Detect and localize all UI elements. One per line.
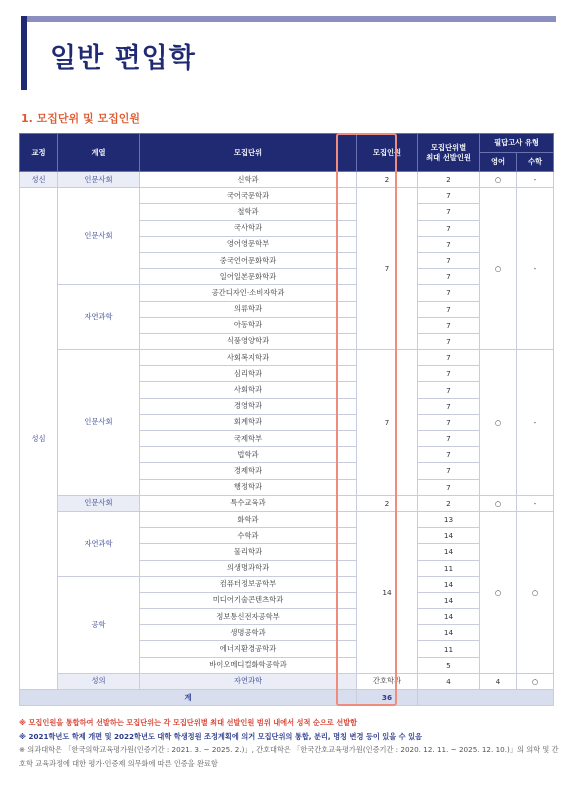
unit-cell: 경영학과 xyxy=(140,398,357,414)
table-row xyxy=(20,350,554,366)
header-top-bar xyxy=(21,16,556,22)
notes xyxy=(19,716,564,770)
max-cell: 2 xyxy=(418,495,480,511)
series-cell: 인문사회 xyxy=(58,495,140,511)
unit-cell: 공간디자인·소비자학과 xyxy=(140,285,357,301)
english-cell: ○ xyxy=(480,172,517,188)
unit-cell: 의생명과학과 xyxy=(140,560,357,576)
max-cell: 7 xyxy=(418,447,480,463)
math-cell: ○ xyxy=(517,511,554,673)
total-row xyxy=(20,690,554,706)
max-cell: 7 xyxy=(418,317,480,333)
total-label: 계 xyxy=(20,690,357,706)
unit-cell: 미디어기술콘텐츠학과 xyxy=(140,592,357,608)
unit-cell: 사회복지학과 xyxy=(140,350,357,366)
quota-cell: 4 xyxy=(418,673,480,689)
max-cell: 14 xyxy=(418,576,480,592)
english-cell: ○ xyxy=(480,511,517,673)
max-cell: 7 xyxy=(418,269,480,285)
unit-cell: 생명공학과 xyxy=(140,625,357,641)
max-cell: 7 xyxy=(418,479,480,495)
max-cell: 11 xyxy=(418,560,480,576)
unit-cell: 컴퓨터정보공학부 xyxy=(140,576,357,592)
section-title: 1. 모집단위 및 모집인원 xyxy=(21,112,140,125)
unit-cell: 화학과 xyxy=(140,511,357,527)
max-cell: 7 xyxy=(418,252,480,268)
unit-cell: 법학과 xyxy=(140,447,357,463)
max-cell: 13 xyxy=(418,511,480,527)
table-row xyxy=(20,172,554,188)
max-cell: 7 xyxy=(418,204,480,220)
math-cell: - xyxy=(517,172,554,188)
series-cell: 인문사회 xyxy=(58,172,140,188)
unit-cell: 중국언어문화학과 xyxy=(140,252,357,268)
quota-cell: 2 xyxy=(357,172,418,188)
max-cell: 7 xyxy=(418,188,480,204)
series-cell: 자연과학 xyxy=(140,673,357,689)
series-cell: 인문사회 xyxy=(58,350,140,496)
max-cell: 14 xyxy=(418,625,480,641)
english-cell: ○ xyxy=(480,188,517,350)
english-cell: ○ xyxy=(517,673,554,689)
page-title: 일반 편입학 xyxy=(50,43,196,74)
note-reorganization: ※ 2021학년도 학제 개편 및 2022학년도 대학 학생정원 조정계획에 의거 모집단위의 통합, 분리, 명칭 변경 등이 있을 수 있음 xyxy=(19,731,422,741)
max-cell: 7 xyxy=(418,463,480,479)
math-cell: - xyxy=(517,495,554,511)
series-cell: 인문사회 xyxy=(58,188,140,285)
total-value: 36 xyxy=(357,690,418,706)
table-row xyxy=(20,495,554,511)
max-cell: 7 xyxy=(418,366,480,382)
max-cell: 7 xyxy=(418,301,480,317)
unit-cell: 특수교육과 xyxy=(140,495,357,511)
max-cell: 7 xyxy=(418,414,480,430)
max-cell: 4 xyxy=(480,673,517,689)
unit-cell: 바이오메디컬화학공학과 xyxy=(140,657,357,673)
table-row xyxy=(20,576,554,592)
quota-cell: 7 xyxy=(357,350,418,496)
campus-cell: 성신 xyxy=(20,172,58,188)
unit-cell: 정보통신전자공학부 xyxy=(140,609,357,625)
unit-cell: 사회학과 xyxy=(140,382,357,398)
max-cell: 7 xyxy=(418,236,480,252)
unit-cell: 철학과 xyxy=(140,204,357,220)
max-cell: 5 xyxy=(418,657,480,673)
quota-cell: 2 xyxy=(357,495,418,511)
total-filler xyxy=(418,690,554,706)
unit-cell: 국사학과 xyxy=(140,220,357,236)
math-cell: - xyxy=(517,350,554,496)
max-cell: 7 xyxy=(418,382,480,398)
unit-cell: 에너지환경공학과 xyxy=(140,641,357,657)
unit-cell: 수학과 xyxy=(140,528,357,544)
campus-cell: 성의 xyxy=(58,673,140,689)
recruitment-table xyxy=(19,133,554,706)
table-header-row xyxy=(20,134,554,153)
max-cell: 14 xyxy=(418,544,480,560)
series-cell: 공학 xyxy=(58,576,140,673)
max-cell: 14 xyxy=(418,592,480,608)
quota-cell: 7 xyxy=(357,188,418,350)
max-cell: 11 xyxy=(418,641,480,657)
header-series: 계열 xyxy=(58,134,140,172)
max-cell: 7 xyxy=(418,285,480,301)
unit-cell: 국제학부 xyxy=(140,431,357,447)
unit-cell: 국어국문학과 xyxy=(140,188,357,204)
header-quota: 모집인원 xyxy=(357,134,418,172)
table-row xyxy=(20,511,554,527)
note-selection: ※ 모집인원을 통합하여 선발하는 모집단위는 각 모집단위별 최대 선발인원 범위 내에서 성적 순으로 선발함 xyxy=(19,718,358,727)
series-cell: 자연과학 xyxy=(58,511,140,576)
note-accreditation: ※ 의과대학은 「한국의학교육평가원(인증기간 : 2021. 3. ~ 2025. 2.)」, 간호대학은 「한국간호교육평가원(인증기간 : 2020. 12. 11. ~ 2025. 12. 10.)」의 의학 및 간호학 교육과정에 대한 평가·인증제 의무화에 따른 인증을 완료함 xyxy=(19,745,559,768)
max-cell: 7 xyxy=(418,398,480,414)
max-cell: 7 xyxy=(418,220,480,236)
series-cell: 자연과학 xyxy=(58,285,140,350)
header-unit: 모집단위 xyxy=(140,134,357,172)
max-cell: 7 xyxy=(418,333,480,349)
math-cell: - xyxy=(517,188,554,350)
header-english: 영어 xyxy=(480,153,517,172)
max-cell: 7 xyxy=(418,431,480,447)
english-cell: ○ xyxy=(480,495,517,511)
header-math: 수학 xyxy=(517,153,554,172)
unit-cell: 물리학과 xyxy=(140,544,357,560)
unit-cell: 의류학과 xyxy=(140,301,357,317)
header-accent-bar xyxy=(21,16,27,90)
unit-cell: 행정학과 xyxy=(140,479,357,495)
max-cell: 14 xyxy=(418,609,480,625)
table-row xyxy=(20,285,554,301)
unit-cell: 일어일본문화학과 xyxy=(140,269,357,285)
max-cell: 2 xyxy=(418,172,480,188)
english-cell: ○ xyxy=(480,350,517,496)
unit-cell: 회계학과 xyxy=(140,414,357,430)
campus-cell: 성심 xyxy=(20,188,58,690)
unit-cell: 경제학과 xyxy=(140,463,357,479)
table-row xyxy=(20,188,554,204)
unit-cell: 아동학과 xyxy=(140,317,357,333)
unit-cell: 식품영양학과 xyxy=(140,333,357,349)
unit-cell: 간호학과 xyxy=(357,673,418,689)
max-cell: 7 xyxy=(418,350,480,366)
header-exam: 필답고사 유형 xyxy=(480,134,554,153)
header-campus: 교정 xyxy=(20,134,58,172)
table-row xyxy=(20,673,554,689)
max-cell: 14 xyxy=(418,528,480,544)
unit-cell: 심리학과 xyxy=(140,366,357,382)
quota-cell: 14 xyxy=(357,511,418,673)
unit-cell: 영어영문학부 xyxy=(140,236,357,252)
unit-cell: 신학과 xyxy=(140,172,357,188)
header-max: 모집단위별 최대 선발인원 xyxy=(418,134,480,172)
